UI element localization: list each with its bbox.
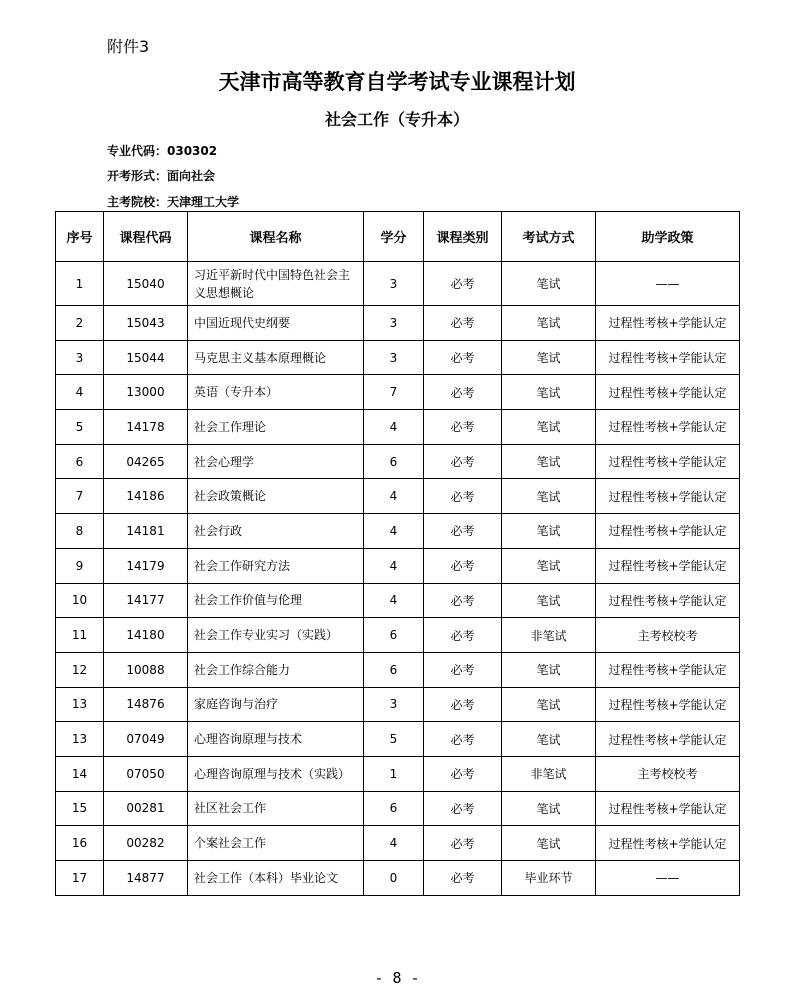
header-method: 考试方式: [502, 212, 596, 262]
name-cell: 社会行政: [188, 514, 364, 549]
seq-cell: 14: [56, 756, 104, 791]
method-cell: 非笔试: [502, 756, 596, 791]
name-cell: 家庭咨询与治疗: [188, 687, 364, 722]
name-cell: 社会心理学: [188, 444, 364, 479]
code-cell: 14180: [104, 618, 188, 653]
method-cell: 笔试: [502, 583, 596, 618]
policy-cell: 过程性考核+学能认定: [596, 652, 740, 687]
name-cell: 英语（专升本）: [188, 375, 364, 410]
seq-cell: 12: [56, 652, 104, 687]
credit-cell: 6: [364, 652, 424, 687]
table-row: [56, 652, 740, 687]
policy-cell: 过程性考核+学能认定: [596, 375, 740, 410]
credit-cell: 3: [364, 340, 424, 375]
method-cell: 笔试: [502, 375, 596, 410]
credit-cell: 6: [364, 618, 424, 653]
policy-cell: 过程性考核+学能认定: [596, 410, 740, 445]
host-school: 主考院校：天津理工大学: [107, 195, 240, 209]
credit-cell: 7: [364, 375, 424, 410]
code-cell: 10088: [104, 652, 188, 687]
type-cell: 必考: [424, 306, 502, 341]
credit-cell: 1: [364, 756, 424, 791]
method-cell: 笔试: [502, 479, 596, 514]
type-cell: 必考: [424, 687, 502, 722]
code-cell: 07049: [104, 722, 188, 757]
name-cell: 个案社会工作: [188, 826, 364, 861]
type-cell: 必考: [424, 826, 502, 861]
name-cell: 社会工作（本科）毕业论文: [188, 861, 364, 896]
name-cell: 心理咨询原理与技术（实践）: [188, 756, 364, 791]
table-row: [56, 410, 740, 445]
credit-cell: 6: [364, 444, 424, 479]
type-cell: 必考: [424, 861, 502, 896]
table-header-row: [56, 212, 740, 262]
seq-cell: 13: [56, 722, 104, 757]
type-cell: 必考: [424, 262, 502, 306]
table-row: [56, 791, 740, 826]
code-cell: 15043: [104, 306, 188, 341]
table-row: [56, 375, 740, 410]
credit-cell: 0: [364, 861, 424, 896]
credit-cell: 4: [364, 826, 424, 861]
method-cell: 笔试: [502, 340, 596, 375]
table-row: [56, 583, 740, 618]
header-seq: 序号: [56, 212, 104, 262]
credit-cell: 4: [364, 583, 424, 618]
course-plan-table: [55, 211, 740, 896]
method-cell: 笔试: [502, 262, 596, 306]
method-cell: 笔试: [502, 791, 596, 826]
type-cell: 必考: [424, 756, 502, 791]
code-cell: 13000: [104, 375, 188, 410]
policy-cell: 主考校校考: [596, 618, 740, 653]
attachment-label: 附件3: [107, 37, 150, 56]
method-cell: 笔试: [502, 444, 596, 479]
code-cell: 14179: [104, 548, 188, 583]
name-cell: 中国近现代史纲要: [188, 306, 364, 341]
method-cell: 笔试: [502, 410, 596, 445]
code-cell: 00281: [104, 791, 188, 826]
type-cell: 必考: [424, 548, 502, 583]
header-type: 课程类别: [424, 212, 502, 262]
type-cell: 必考: [424, 340, 502, 375]
code-cell: 14877: [104, 861, 188, 896]
method-cell: 笔试: [502, 548, 596, 583]
method-cell: 笔试: [502, 306, 596, 341]
type-cell: 必考: [424, 479, 502, 514]
method-cell: 非笔试: [502, 618, 596, 653]
code-cell: 15040: [104, 262, 188, 306]
name-cell: 习近平新时代中国特色社会主义思想概论: [188, 262, 364, 306]
table-row: [56, 340, 740, 375]
credit-cell: 3: [364, 262, 424, 306]
credit-cell: 3: [364, 306, 424, 341]
seq-cell: 7: [56, 479, 104, 514]
code-cell: 15044: [104, 340, 188, 375]
table-row: [56, 514, 740, 549]
code-cell: 14177: [104, 583, 188, 618]
seq-cell: 17: [56, 861, 104, 896]
type-cell: 必考: [424, 618, 502, 653]
name-cell: 社会工作理论: [188, 410, 364, 445]
policy-cell: 过程性考核+学能认定: [596, 826, 740, 861]
credit-cell: 4: [364, 514, 424, 549]
seq-cell: 1: [56, 262, 104, 306]
name-cell: 社区社会工作: [188, 791, 364, 826]
credit-cell: 4: [364, 410, 424, 445]
type-cell: 必考: [424, 652, 502, 687]
table-row: [56, 444, 740, 479]
seq-cell: 16: [56, 826, 104, 861]
header-code: 课程代码: [104, 212, 188, 262]
code-cell: 14178: [104, 410, 188, 445]
credit-cell: 4: [364, 548, 424, 583]
table-row: [56, 861, 740, 896]
type-cell: 必考: [424, 791, 502, 826]
seq-cell: 13: [56, 687, 104, 722]
seq-cell: 11: [56, 618, 104, 653]
table-row: [56, 722, 740, 757]
code-cell: 07050: [104, 756, 188, 791]
table-body: [56, 262, 740, 896]
method-cell: 毕业环节: [502, 861, 596, 896]
policy-cell: 过程性考核+学能认定: [596, 548, 740, 583]
table-row: [56, 479, 740, 514]
seq-cell: 9: [56, 548, 104, 583]
policy-cell: 过程性考核+学能认定: [596, 687, 740, 722]
type-cell: 必考: [424, 410, 502, 445]
type-cell: 必考: [424, 722, 502, 757]
seq-cell: 3: [56, 340, 104, 375]
policy-cell: 过程性考核+学能认定: [596, 722, 740, 757]
major-code: 专业代码：030302: [107, 144, 218, 158]
seq-cell: 8: [56, 514, 104, 549]
header-name: 课程名称: [188, 212, 364, 262]
type-cell: 必考: [424, 444, 502, 479]
method-cell: 笔试: [502, 826, 596, 861]
seq-cell: 10: [56, 583, 104, 618]
table-row: [56, 548, 740, 583]
table-row: [56, 306, 740, 341]
code-cell: 04265: [104, 444, 188, 479]
name-cell: 社会工作价值与伦理: [188, 583, 364, 618]
credit-cell: 5: [364, 722, 424, 757]
policy-cell: 过程性考核+学能认定: [596, 514, 740, 549]
policy-cell: 主考校校考: [596, 756, 740, 791]
table-row: [56, 826, 740, 861]
method-cell: 笔试: [502, 514, 596, 549]
policy-cell: ——: [596, 262, 740, 306]
policy-cell: 过程性考核+学能认定: [596, 306, 740, 341]
policy-cell: 过程性考核+学能认定: [596, 479, 740, 514]
document-subtitle: 社会工作（专升本）: [324, 110, 469, 129]
method-cell: 笔试: [502, 652, 596, 687]
table-row: [56, 687, 740, 722]
table-row: [56, 756, 740, 791]
code-cell: 14876: [104, 687, 188, 722]
method-cell: 笔试: [502, 722, 596, 757]
name-cell: 心理咨询原理与技术: [188, 722, 364, 757]
table-row: [56, 262, 740, 306]
header-policy: 助学政策: [596, 212, 740, 262]
method-cell: 笔试: [502, 687, 596, 722]
page-number: - 8 -: [374, 969, 420, 987]
policy-cell: 过程性考核+学能认定: [596, 444, 740, 479]
policy-cell: ——: [596, 861, 740, 896]
exam-form: 开考形式：面向社会: [107, 169, 216, 183]
credit-cell: 3: [364, 687, 424, 722]
seq-cell: 2: [56, 306, 104, 341]
name-cell: 马克思主义基本原理概论: [188, 340, 364, 375]
seq-cell: 4: [56, 375, 104, 410]
credit-cell: 4: [364, 479, 424, 514]
code-cell: 14186: [104, 479, 188, 514]
seq-cell: 5: [56, 410, 104, 445]
document-title: 天津市高等教育自学考试专业课程计划: [218, 69, 576, 94]
seq-cell: 6: [56, 444, 104, 479]
seq-cell: 15: [56, 791, 104, 826]
name-cell: 社会工作研究方法: [188, 548, 364, 583]
credit-cell: 6: [364, 791, 424, 826]
table-row: [56, 618, 740, 653]
name-cell: 社会工作专业实习（实践）: [188, 618, 364, 653]
header-credit: 学分: [364, 212, 424, 262]
type-cell: 必考: [424, 583, 502, 618]
policy-cell: 过程性考核+学能认定: [596, 583, 740, 618]
code-cell: 00282: [104, 826, 188, 861]
code-cell: 14181: [104, 514, 188, 549]
type-cell: 必考: [424, 514, 502, 549]
name-cell: 社会政策概论: [188, 479, 364, 514]
name-cell: 社会工作综合能力: [188, 652, 364, 687]
type-cell: 必考: [424, 375, 502, 410]
policy-cell: 过程性考核+学能认定: [596, 791, 740, 826]
policy-cell: 过程性考核+学能认定: [596, 340, 740, 375]
